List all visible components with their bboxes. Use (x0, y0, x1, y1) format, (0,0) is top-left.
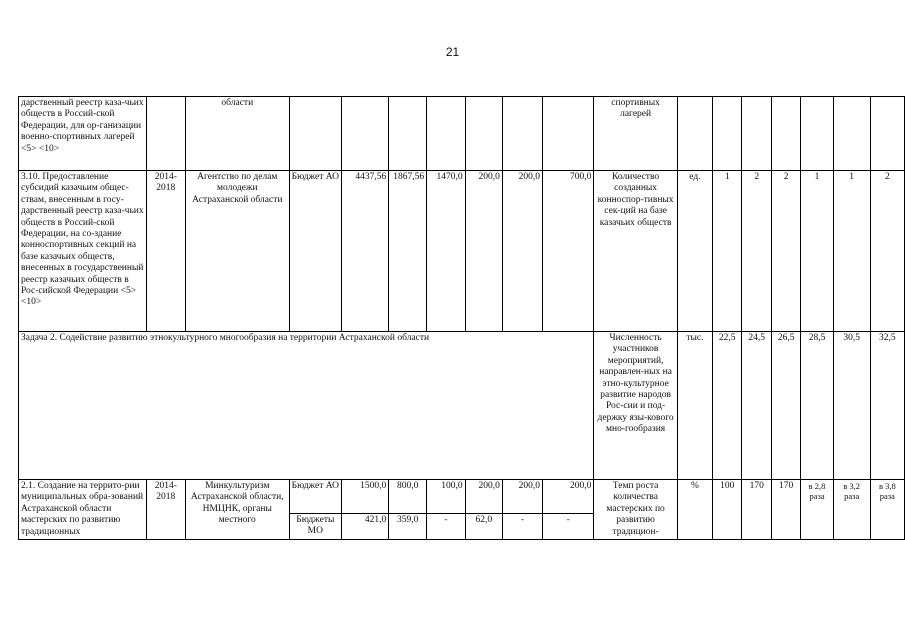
target-value-cell: 28,5 (801, 332, 833, 480)
unit-cell: % (677, 480, 712, 540)
target-value-cell: 100 (712, 480, 741, 540)
funding-source-cell: Бюджет АО (289, 480, 341, 514)
indicator-cell: спортивных лагерей (594, 97, 678, 171)
measure-name-cell: 2.1. Создание на террито-рии муниципальных обра-зований Астраханской области мастерских по развитию традиционных (19, 480, 147, 540)
year-value-cell: 200,0 (502, 171, 542, 332)
year-value-cell: 200,0 (465, 171, 502, 332)
target-value-cell: в 3,2 раза (833, 480, 870, 540)
target-value-cell: 22,5 (712, 332, 741, 480)
target-value-cell: 1 (833, 171, 870, 332)
year-value-cell: 700,0 (543, 171, 594, 332)
total-cell: 4437,56 (342, 171, 389, 332)
program-table (18, 96, 905, 540)
target-value-cell: в 2,8 раза (801, 480, 833, 540)
table-row (19, 480, 905, 514)
target-value-cell: в 3,8 раза (870, 480, 904, 540)
task-heading: Задача 2. Содействие развитию этнокультурного многообразия на территории Астраханской области (19, 332, 594, 480)
unit-cell: ед. (677, 171, 712, 332)
measure-name-cell: дарственный реестр каза-чьих обществ в Россий-ской Федерации, для ор-ганизации военно-спортивных лагерей <5> <10> (19, 97, 147, 171)
target-value-cell: 30,5 (833, 332, 870, 480)
executor-cell: области (185, 97, 289, 171)
year-value-cell: 62,0 (465, 513, 502, 539)
total-cell: 1500,0 (342, 480, 389, 514)
target-value-cell: 2 (742, 171, 771, 332)
target-value-cell: 24,5 (742, 332, 771, 480)
funding-source-cell: Бюджеты МО (289, 513, 341, 539)
target-value-cell: 2 (771, 171, 800, 332)
funding-source-cell: Бюджет АО (289, 171, 341, 332)
year-value-cell: - (427, 513, 466, 539)
year-value-cell: 200,0 (502, 480, 542, 514)
year-value-cell: 1867,56 (389, 171, 427, 332)
table-row (19, 97, 905, 171)
target-value-cell: 1 (801, 171, 833, 332)
years-cell: 2014-2018 (146, 171, 185, 332)
indicator-cell: Количество созданных конноспор-тивных сек-ций на базе казачьих обществ (594, 171, 678, 332)
target-value-cell: 26,5 (771, 332, 800, 480)
year-value-cell: 359,0 (389, 513, 427, 539)
total-cell: 421,0 (342, 513, 389, 539)
table-row (19, 171, 905, 332)
target-value-cell: 2 (870, 171, 904, 332)
year-value-cell: 200,0 (543, 480, 594, 514)
year-value-cell: 100,0 (427, 480, 466, 514)
page-number: 21 (445, 45, 460, 59)
executor-cell: Агентство по делам молодежи Астраханской области (185, 171, 289, 332)
executor-cell: Минкультуризм Астраханской области, НМЦНК, органы местного (185, 480, 289, 540)
indicator-cell: Численность участников мероприятий, направлен-ных на этно-культурное развитие народов Рос-сии и под-держку язы-кового мно-гообразия (594, 332, 678, 480)
table-row (19, 332, 905, 480)
target-value-cell: 1 (712, 171, 741, 332)
target-value-cell: 170 (742, 480, 771, 540)
year-value-cell: - (502, 513, 542, 539)
measure-name-cell: 3.10. Предоставление субсидий казачьим общес-ствам, внесенным в госу-дарственный реестр каза-чьих обществ в Россий-ской Федерации, на со-здание конноспортивных секций на базе казачьих обществ, внесенных в государственный реестр казачьих обществ в Рос-сийской Федерации <5> <10> (19, 171, 147, 332)
year-value-cell: 800,0 (389, 480, 427, 514)
indicator-cell: Темп роста количества мастерских по развитию традицион- (594, 480, 678, 540)
years-cell: 2014-2018 (146, 480, 185, 540)
year-value-cell: 1470,0 (427, 171, 466, 332)
year-value-cell: - (543, 513, 594, 539)
target-value-cell: 170 (771, 480, 800, 540)
target-value-cell: 32,5 (870, 332, 904, 480)
year-value-cell: 200,0 (465, 480, 502, 514)
unit-cell: тыс. (677, 332, 712, 480)
